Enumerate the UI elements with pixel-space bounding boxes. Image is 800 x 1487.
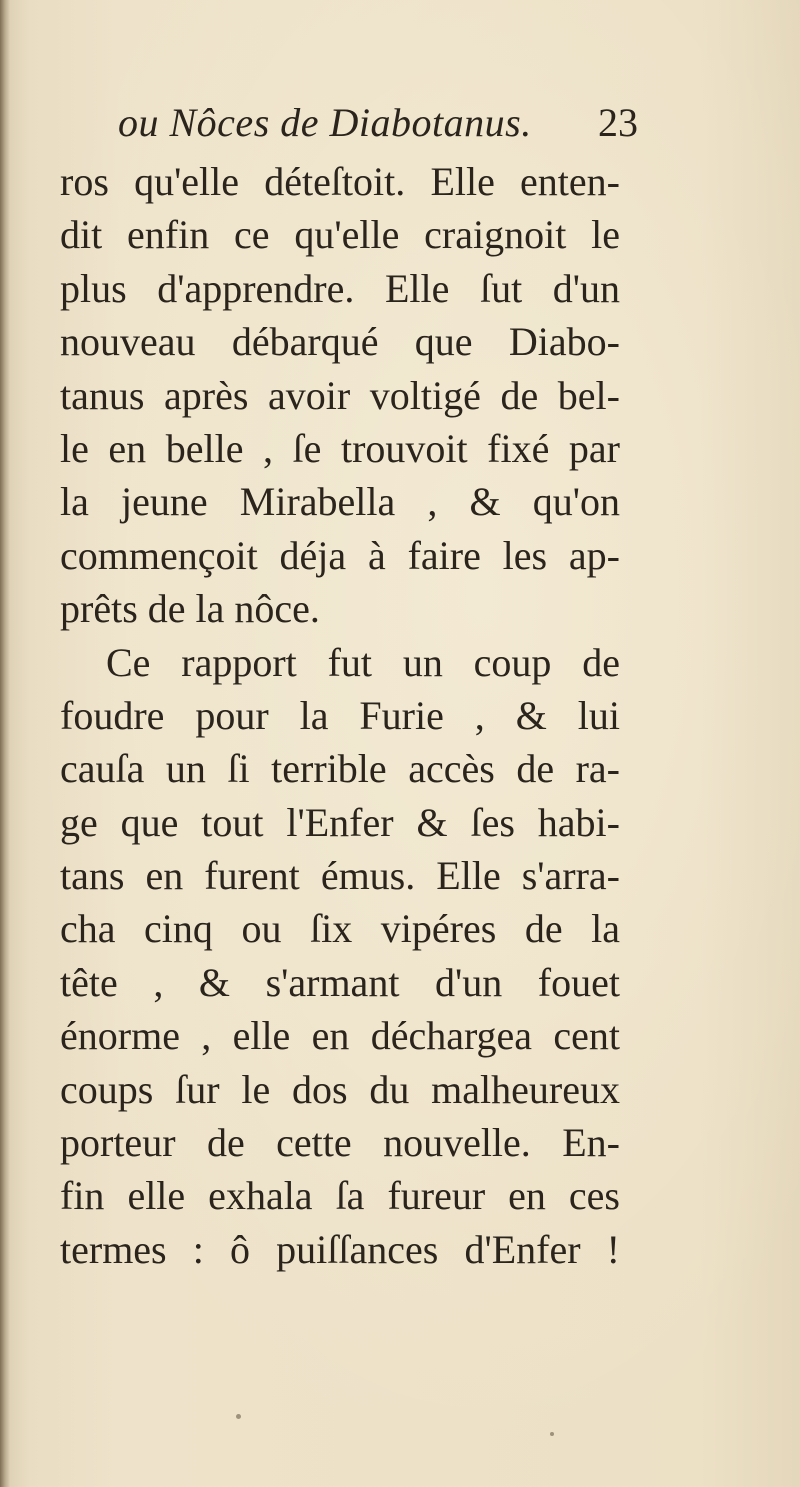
running-title: ou Nôces de Diabotanus. [118,100,532,145]
text-line [60,369,620,422]
text-line [60,1169,620,1222]
text-line [60,902,620,955]
line-text: nouveau débarqué que Diabo- [60,319,620,365]
text-line [60,582,620,635]
text-line [60,796,620,849]
text-line [60,1223,620,1276]
line-text: tanus après avoir voltigé de bel- [60,372,620,418]
text-line [60,849,620,902]
line-text: tans en furent émus. Elle s'arra- [60,853,620,899]
body-text [60,155,620,1276]
line-text: fin elle exhala ſa fureur en ces [60,1173,620,1219]
line-text: ros qu'elle déteſtoit. Elle enten- [60,159,620,204]
line-text: prêts de la nôce. [60,586,320,632]
text-line [60,1009,620,1062]
line-text: ge que tout l'Enfer & ſes habi- [60,799,620,845]
text-line [60,742,620,795]
line-text: Ce rapport fut un coup de [106,639,620,685]
text-line [60,1063,620,1116]
line-text: foudre pour la Furie , & lui [60,692,620,738]
page-header [118,98,638,148]
text-line [60,689,620,742]
line-text: coups ſur le dos du malheureux [60,1066,620,1112]
line-text: cha cinq ou ſix vipéres de la [60,906,620,952]
text-line [60,155,620,208]
line-text: porteur de cette nouvelle. En- [60,1120,620,1166]
text-line [60,422,620,475]
text-line [60,529,620,582]
line-text: dit enfin ce qu'elle craignoit le [60,212,620,258]
line-text: cauſa un ſi terrible accès de ra- [60,746,620,792]
text-line [60,262,620,315]
line-text: termes : ô puiſſances d'Enfer ! [60,1226,620,1272]
paragraph-start-line [60,636,620,689]
paper-speck [550,1432,554,1436]
text-line [60,208,620,261]
line-text: tête , & s'armant d'un fouet [60,959,620,1005]
line-text: le en belle , ſe trouvoit fixé par [60,425,620,471]
text-line [60,315,620,368]
paper-speck [236,1414,241,1419]
page-number: 23 [598,100,638,145]
text-line [60,956,620,1009]
line-text: énorme , elle en déchargea cent [60,1013,620,1059]
text-line [60,475,620,528]
text-line [60,1116,620,1169]
line-text: plus d'apprendre. Elle ſut d'un [60,265,620,311]
line-text: la jeune Mirabella , & qu'on [60,479,620,525]
page-gutter-shadow [0,0,10,1487]
line-text: commençoit déja à faire les ap- [60,532,620,578]
